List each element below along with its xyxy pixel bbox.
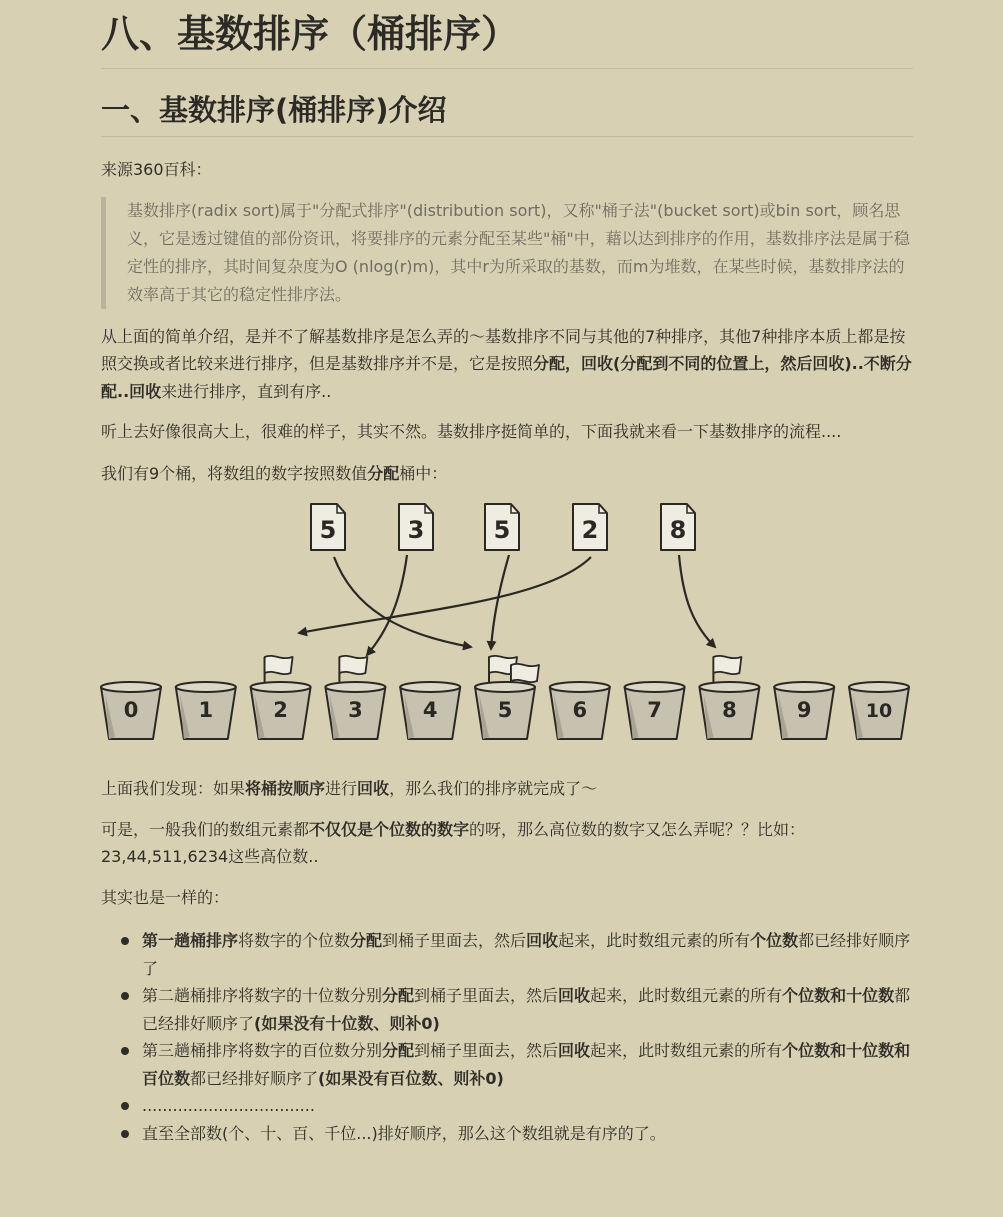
bucket bbox=[774, 682, 834, 739]
li3-bold-3: 个位数和十位数和百位数 bbox=[142, 1041, 911, 1088]
card-label: 5 bbox=[319, 516, 337, 544]
intro-text-1: 从上面的简单介绍，是并不了解基数排序是怎么弄的～基数排序不同与其他的7种排序，其他7种排序本质上都是按照交换或者比较来进行排序，但是基数排序并不是，它是按照 bbox=[101, 326, 906, 373]
number-card bbox=[311, 504, 345, 550]
li2-bold-4: (如果没有十位数、则补0) bbox=[254, 1013, 440, 1033]
li2-text-1: 第二趟桶排序将数字的十位数分别 bbox=[142, 986, 383, 1005]
arrow-card-1 bbox=[334, 557, 471, 647]
li3-text-2: 到桶子里面去，然后 bbox=[414, 1041, 559, 1060]
quote-block bbox=[101, 197, 913, 309]
bucket-label: 5 bbox=[497, 698, 513, 722]
arrow-card-4 bbox=[299, 557, 591, 633]
list-item bbox=[142, 982, 913, 1037]
steps-list bbox=[101, 927, 913, 1147]
li3-bold-4: (如果没有百位数、则补0) bbox=[318, 1068, 504, 1088]
page-title: 八、基数排序（桶排序） bbox=[101, 0, 913, 69]
number-cards bbox=[311, 504, 695, 550]
li3-text-4: 都已经排好顺序了 bbox=[190, 1068, 319, 1088]
li3-bold-2: 回收 bbox=[558, 1041, 591, 1060]
intro-bold-1: 分配，回收(分配到不同的位置上，然后回收)..不断分配..回收 bbox=[101, 354, 912, 401]
buckets-text-2: 桶中： bbox=[399, 463, 448, 483]
li3-text-3: 起来，此时数组元素的所有 bbox=[590, 1041, 783, 1060]
bucket-label: 3 bbox=[348, 698, 363, 722]
bucket bbox=[400, 682, 460, 739]
same-paragraph: 其实也是一样的： bbox=[101, 887, 230, 907]
li2-bold-2: 回收 bbox=[558, 986, 591, 1005]
question-paragraph bbox=[101, 816, 913, 871]
bucket bbox=[325, 656, 385, 739]
obs-bold-1: 将桶按顺序 bbox=[245, 779, 326, 798]
bucket-label: 4 bbox=[422, 698, 438, 722]
card-label: 5 bbox=[493, 516, 511, 544]
bucket-sort-illustration bbox=[99, 499, 911, 771]
bucket-label: 7 bbox=[647, 698, 662, 722]
question-bold-1: 不仅仅是个位数的数字 bbox=[309, 819, 470, 839]
bucket-label: 10 bbox=[865, 700, 893, 722]
li2-text-4: 都已经排好顺序了 bbox=[142, 986, 911, 1033]
bucket-label: 8 bbox=[722, 698, 737, 722]
li2-text-3: 起来，此时数组元素的所有 bbox=[590, 986, 783, 1005]
list-item bbox=[142, 927, 913, 982]
li3-text-1: 第三趟桶排序将数字的百位数分别 bbox=[142, 1041, 383, 1060]
number-card bbox=[485, 504, 519, 550]
li2-bold-1: 分配 bbox=[382, 986, 415, 1005]
buckets-row bbox=[101, 656, 909, 739]
card-label: 3 bbox=[407, 516, 425, 544]
intro-text-2: 来进行排序，直到有序.. bbox=[161, 381, 332, 401]
bucket-label: 6 bbox=[572, 698, 588, 722]
bucket bbox=[475, 656, 539, 739]
li1-bold-2: 分配 bbox=[350, 931, 383, 950]
question-text-1: 可是，一般我们的数组元素都 bbox=[101, 819, 310, 839]
list-item: .................................. bbox=[142, 1092, 913, 1120]
bucket bbox=[699, 656, 759, 739]
number-card bbox=[661, 504, 695, 550]
arrow-card-3 bbox=[491, 555, 509, 649]
bucket bbox=[550, 682, 610, 739]
li1-bold-1: 第一趟桶排序 bbox=[142, 931, 239, 950]
bucket bbox=[251, 656, 311, 739]
observation-paragraph bbox=[101, 775, 913, 803]
li1-bold-4: 个位数 bbox=[750, 931, 799, 950]
li1-text-1: 将数字的个位数 bbox=[238, 931, 351, 950]
bucket-label: 9 bbox=[796, 698, 812, 722]
list-item bbox=[142, 1037, 913, 1092]
bucket bbox=[176, 682, 236, 739]
source-label: 来源360百科： bbox=[101, 160, 212, 179]
intro-paragraph bbox=[101, 323, 913, 406]
list-item: 直至全部数(个、十、百、千位...)排好顺序，那么这个数组就是有序的了。 bbox=[142, 1120, 913, 1148]
quote-text: 基数排序(radix sort)属于"分配式排序"(distribution sort)，又称"桶子法"(bucket sort)或bin sort，顾名思义，它是透过键值的部份资讯，将要排序的元素分配至某些"桶"中，藉以达到排序的作用，基数排序法是属于稳定性的排序，其时间复杂度为O (nlog(r)m)，其中r为所采取的基数，而m为堆数，在某些时候，基数排序法的效率高于其它的稳定性排序法。 bbox=[127, 200, 910, 304]
bucket-label: 1 bbox=[198, 698, 214, 722]
li1-bold-3: 回收 bbox=[526, 931, 559, 950]
li1-text-2: 到桶子里面去，然后 bbox=[382, 931, 527, 950]
buckets-paragraph bbox=[101, 460, 913, 488]
section-title: 一、基数排序(桶排序)介绍 bbox=[101, 85, 913, 137]
bucket bbox=[101, 682, 161, 739]
buckets-text-1: 我们有9个桶，将数组的数字按照数值 bbox=[101, 463, 368, 483]
distribution-arrows bbox=[299, 555, 715, 655]
number-card bbox=[573, 504, 607, 550]
article bbox=[101, 0, 913, 1147]
card-label: 2 bbox=[581, 516, 599, 544]
card-label: 8 bbox=[669, 516, 687, 544]
obs-text-2: 进行 bbox=[325, 779, 358, 798]
li1-text-3: 起来，此时数组元素的所有 bbox=[558, 931, 751, 950]
arrow-card-5 bbox=[679, 555, 715, 647]
li1-text-4: 都已经排好顺序了 bbox=[142, 931, 911, 978]
bucket bbox=[849, 682, 909, 739]
li3-bold-1: 分配 bbox=[382, 1041, 415, 1060]
li2-bold-3: 个位数和十位数 bbox=[782, 986, 895, 1005]
obs-text-3: ，那么我们的排序就完成了～ bbox=[389, 779, 598, 798]
bucket bbox=[625, 682, 685, 739]
bucket-label: 2 bbox=[273, 698, 288, 722]
obs-text-1: 上面我们发现：如果 bbox=[101, 779, 246, 798]
obs-bold-2: 回收 bbox=[357, 779, 390, 798]
simple-paragraph: 听上去好像很高大上，很难的样子，其实不然。基数排序挺简单的，下面我就来看一下基数排序的流程.... bbox=[101, 422, 842, 441]
li2-text-2: 到桶子里面去，然后 bbox=[414, 986, 559, 1005]
question-text-2: 的呀，那么高位数的数字又怎么弄呢？？比如：23,44,511,6234这些高位数.. bbox=[101, 819, 806, 866]
bucket-label: 0 bbox=[123, 698, 139, 722]
bucket-sort-figure bbox=[101, 499, 913, 771]
arrow-card-2 bbox=[367, 555, 407, 655]
number-card bbox=[399, 504, 433, 550]
buckets-bold-1: 分配 bbox=[367, 463, 400, 483]
